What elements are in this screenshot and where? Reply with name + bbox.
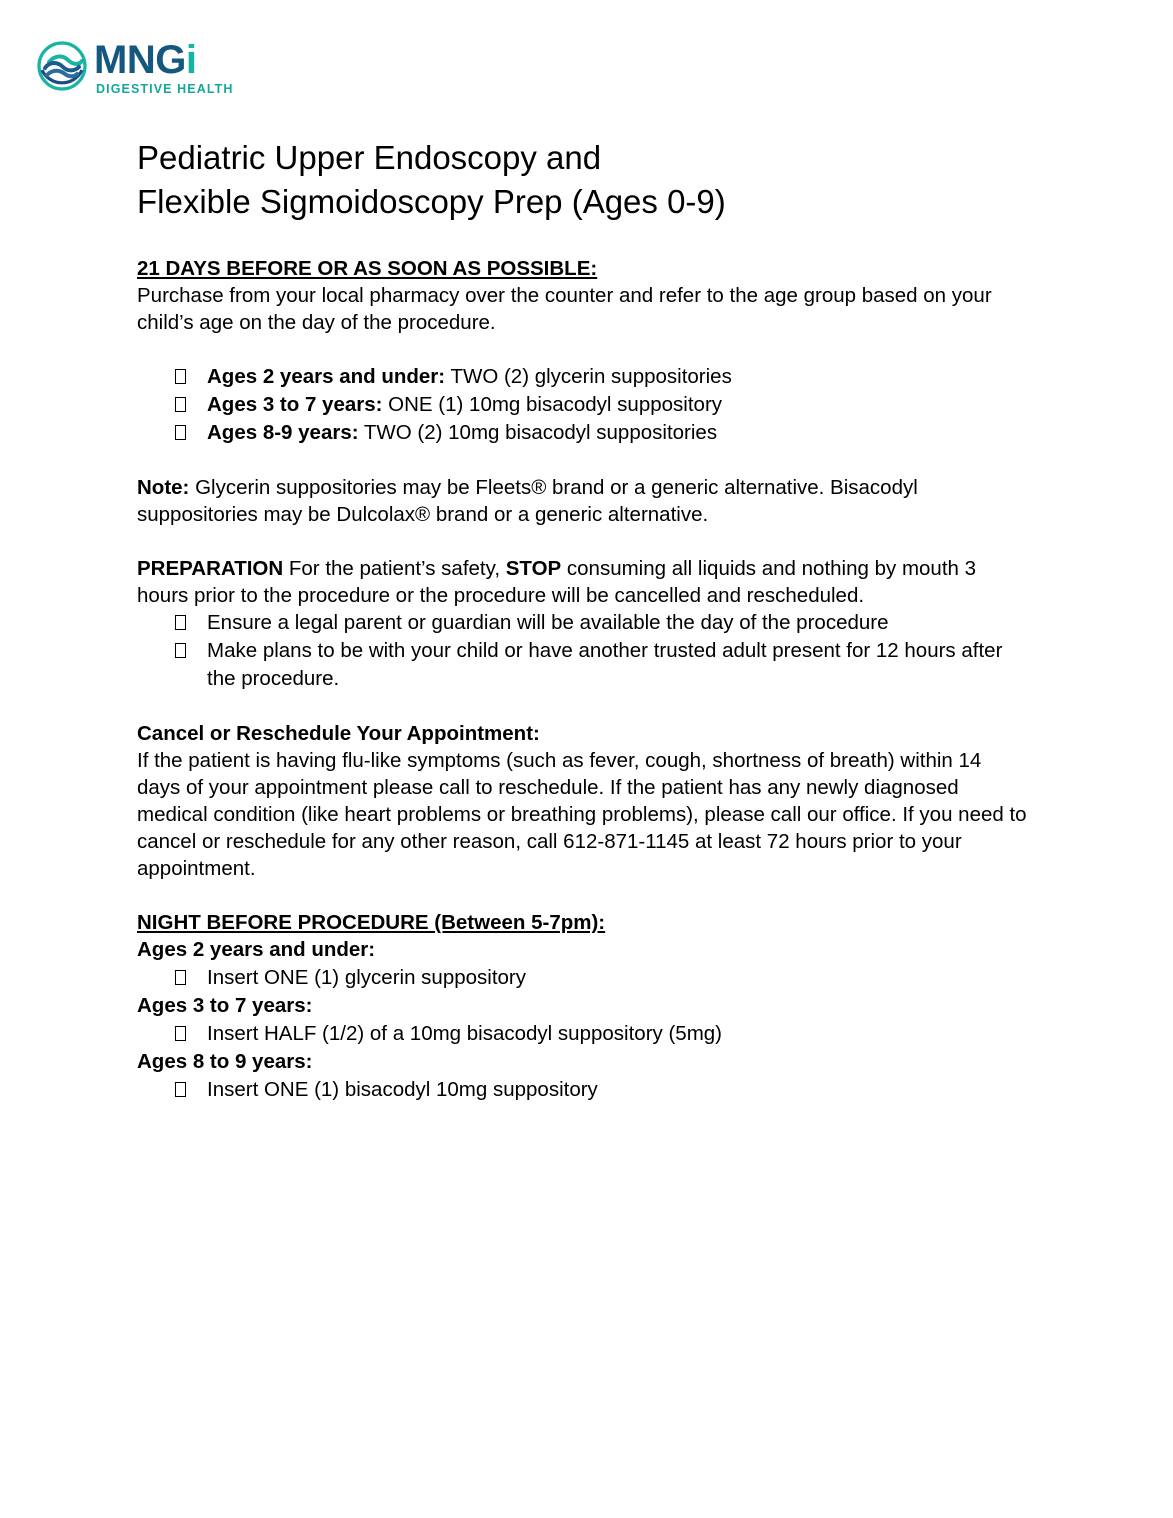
- checkbox-bullet-icon: [175, 397, 186, 412]
- section-21-days: [137, 240, 1027, 336]
- page-title-line-1: Pediatric Upper Endoscopy and: [137, 139, 602, 176]
- stop-label: STOP: [505, 557, 562, 580]
- spacer: [137, 447, 1027, 474]
- list-item-label: Ages 3 to 7 years:: [207, 393, 383, 416]
- section-21-days-intro: Purchase from your local pharmacy over the counter and refer to the age group based on your child’s age on the day of the procedure.: [137, 284, 992, 334]
- night-before-instruction-list: [137, 1020, 1027, 1048]
- list-item-label: Ages 2 years and under:: [207, 365, 446, 388]
- night-before-group: [137, 1048, 1027, 1104]
- night-before-group: [137, 936, 1027, 992]
- preparation-paragraph: [137, 555, 1027, 609]
- preparation-text-part1: For the patient’s safety,: [283, 557, 506, 580]
- checkbox-bullet-icon: [175, 643, 186, 658]
- cancel-reschedule-text: If the patient is having flu-like symptoms (such as fever, cough, shortness of breath) within 14 days of your appointment please call to reschedule. If the patient has any newly diagnosed medical condition (like heart problems or breathing problems), please call our office. If you need to cancel or reschedule for any other reason, call 612-871-1145 at least 72 hours prior to your appointment.: [137, 749, 1027, 880]
- list-item: [137, 609, 1027, 637]
- list-item: [137, 1076, 1027, 1104]
- list-item: [137, 419, 1027, 447]
- list-item: [137, 1020, 1027, 1048]
- list-item-text: Insert ONE (1) bisacodyl 10mg suppository: [207, 1078, 598, 1101]
- section-heading-night-before: NIGHT BEFORE PROCEDURE (Between 5-7pm):: [137, 911, 606, 934]
- checkbox-bullet-icon: [175, 970, 186, 985]
- preparation-checklist: [137, 609, 1027, 693]
- list-item: [137, 363, 1027, 391]
- preparation-label: PREPARATION: [137, 557, 284, 580]
- checkbox-bullet-icon: [175, 1082, 186, 1097]
- age-group-label: Ages 8 to 9 years:: [137, 1050, 313, 1073]
- list-item-text: Insert ONE (1) glycerin suppository: [207, 966, 527, 989]
- list-item-text: TWO (2) 10mg bisacodyl suppositories: [358, 421, 718, 444]
- spacer: [137, 882, 1027, 909]
- note-paragraph: [137, 474, 1027, 528]
- section-heading-cancel-reschedule: Cancel or Reschedule Your Appointment:: [137, 722, 540, 745]
- preparation-text-part2: consuming all liquids and nothing by mouth 3 hours prior to the procedure or the procedure will be cancelled and rescheduled.: [137, 557, 977, 607]
- night-before-group: [137, 992, 1027, 1048]
- list-item-text: Insert HALF (1/2) of a 10mg bisacodyl suppository (5mg): [207, 1022, 722, 1045]
- document-body: [137, 136, 1027, 1104]
- page-title-line-2: Flexible Sigmoidoscopy Prep (Ages 0-9): [137, 183, 726, 220]
- spacer: [137, 528, 1027, 555]
- list-item: [137, 637, 1027, 693]
- age-group-label: Ages 3 to 7 years:: [137, 994, 313, 1017]
- page-title: [137, 136, 1027, 224]
- list-item-text: TWO (2) glycerin suppositories: [445, 365, 732, 388]
- section-heading-21-days-wrap: [137, 240, 1027, 282]
- section-heading-night-before-wrap: [137, 909, 1027, 936]
- list-item-text: Ensure a legal parent or guardian will be available the day of the procedure: [207, 611, 889, 634]
- age-dosage-list: [137, 363, 1027, 447]
- note-label: Note:: [137, 476, 190, 499]
- logo-wordmark-accent: i: [185, 38, 197, 82]
- brand-logo: [36, 38, 296, 110]
- list-item-label: Ages 8-9 years:: [207, 421, 359, 444]
- note-text: Glycerin suppositories may be Fleets® brand or a generic alternative. Bisacodyl suppositories may be Dulcolax® brand or a generic alternative.: [137, 476, 918, 526]
- logo-wordmark-main: MNG: [94, 38, 186, 82]
- list-item: [137, 391, 1027, 419]
- age-group-label: Ages 2 years and under:: [137, 938, 376, 961]
- list-item-text: ONE (1) 10mg bisacodyl suppository: [382, 393, 723, 416]
- section-heading-21-days: 21 DAYS BEFORE OR AS SOON AS POSSIBLE:: [137, 257, 598, 280]
- logo-wordmark-text: [94, 38, 196, 82]
- night-before-instruction-list: [137, 964, 1027, 992]
- mngi-circle-wave-icon: [36, 40, 88, 92]
- checkbox-bullet-icon: [175, 615, 186, 630]
- checkbox-bullet-icon: [175, 369, 186, 384]
- list-item-text: Make plans to be with your child or have another trusted adult present for 12 hours after the procedure.: [207, 639, 1003, 690]
- list-item: [137, 964, 1027, 992]
- checkbox-bullet-icon: [175, 1026, 186, 1041]
- spacer: [137, 693, 1027, 720]
- spacer: [137, 336, 1027, 363]
- logo-wordmark: [94, 38, 294, 104]
- logo-tagline: DIGESTIVE HEALTH: [96, 82, 234, 96]
- checkbox-bullet-icon: [175, 425, 186, 440]
- night-before-instruction-list: [137, 1076, 1027, 1104]
